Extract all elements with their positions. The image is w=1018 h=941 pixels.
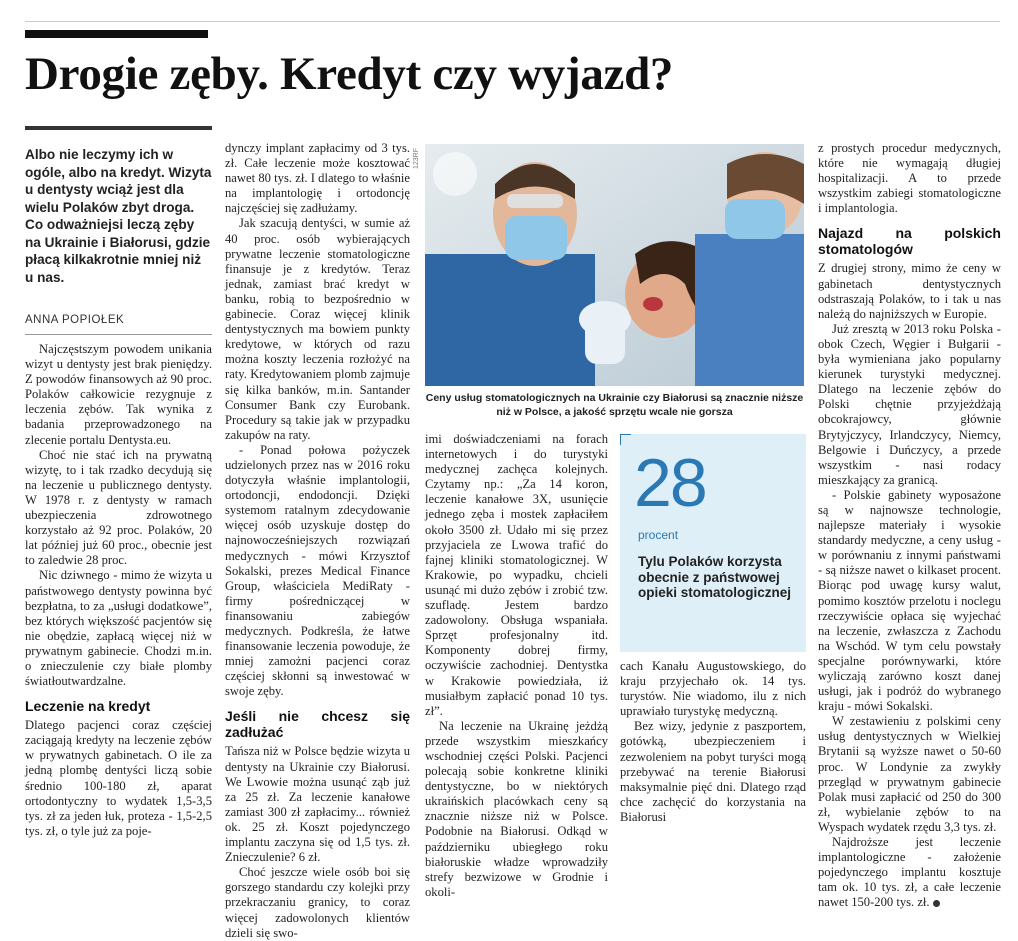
paragraph: Jak szacują dentyści, w sumie aż 40 proc. osób wybierających prywatne leczenie stomatologiczne finansuje je z kredytów. Teraz jednak, zamiast brać kredyt w banku, robią to bezpośrednio w gabinecie. Coraz więcej klinik dentystycznych ma bowiem punkty kredytowe, w których od razu można koszty leczenia rozłożyć na raty. Kredytowaniem plomb zajmuje się kilka banków, m.in. Santander Consumer Bank czy Eurobank. Procedury są takie jak w przypadku zakupów na raty.: [225, 216, 410, 442]
factbox: [620, 434, 806, 652]
article-lead: Albo nie leczymy ich w ogóle, albo na kredyt. Wizyta u dentysty wciąż jest dla wielu Polaków zbyt droga. Co odważniejsi leczą zęby na Ukrainie i Białorusi, gdzie płacą kilkakrotnie mniej niż u nas.: [25, 147, 212, 285]
article-headline: Drogie zęby. Kredyt czy wyjazd?: [25, 48, 674, 100]
top-rule: [25, 21, 1000, 22]
paragraph: Nic dziwnego - mimo że wizyta u państwowego dentysty powinna być bezpłatna, to za „usługi dodatkowe”, bez których większość pacjentów się nie obędzie, zapłacą więcej niż w prywatnym gabinecie. Chodzi m.in. o znieczulenie czy białe plomby światłoutwardzalne.: [25, 568, 212, 689]
column-2: [225, 141, 410, 941]
final-paragraph-text: Najdroższe jest leczenie implantologiczne - założenie pojedynczego implantu kosztuje tam ok. 10 tys. zł, a całe leczenie nawet 150-200 tys. zł.: [818, 835, 1001, 910]
column-4: [620, 659, 806, 825]
subheading: Leczenie na kredyt: [25, 698, 151, 715]
factbox-corner: [620, 434, 631, 445]
factbox-unit: procent: [638, 528, 679, 542]
factbox-number: 28: [634, 445, 706, 521]
paragraph: imi doświadczeniami na forach internetowych i do turystyki medycznej zachęca kolejnych. Czytamy np.: „Za 14 koron, leczenie kanałowe 3X, usunięcie jednego zęba i mostek zapłaciłem około 3500 zł. Udało mi się przez przyjaciela ze Lwowa trafić do fajnej kliniki stomatologicznej. W Krakowie, po wypadku, chcieli usunąć mi dużo zębów i zrobić tzw. szufladę. Jestem bardzo zadowolony. Obsługa wspaniała. Sprzęt profesjonalny itd. Komponenty dobrej firmy, oczywiście zachodniej. Dentystka w Krakowie powiedziała, iż musiałbym zapłacić ponad 10 tys. zł”.: [425, 432, 608, 718]
subheading: Jeśli nie chcesz się zadłużać: [225, 708, 410, 741]
paragraph: Choć nie stać ich na prywatną wizytę, to i tak rzadko decydują się na leczenie u publicznego dentysty. W 1978 r. z dentysty w ramach ubezpieczenia zdrowotnego korzystało aż 92 proc. Polaków, 20 lat później już 60 proc., obecnie jest to zaledwie 28 proc.: [25, 447, 212, 568]
paragraph: - Ponad połowa pożyczek udzielonych przez nas w 2016 roku dotyczyła właśnie implantologii, ortodoncji, endodoncji. Dzięki systemom ratalnym zdecydowanie więcej osób uzyskuje dostęp do najnowocześniejszych rozwiązań medycznych - mówi Krzysztof Sokalski, prezes Medical Finance Group, właściciela MediRaty - firmy pośredniczącej w finansowaniu zabiegów medycznych. Podkreśla, że łatwe finansowanie leczenia powoduje, że mniej zamożni pacjenci coraz częściej skłonni są inwestować w swoje zęby.: [225, 442, 410, 699]
paragraph: cach Kanału Augustowskiego, do kraju przyjechało ok. 14 tys. turystów. Nie wiadomo, ilu z nich uprawiało turystykę medyczną.: [620, 659, 806, 719]
column-3: [425, 432, 608, 900]
author-byline: ANNA POPIOŁEK: [25, 314, 212, 335]
dentist-photo: [425, 144, 804, 386]
factbox-text: Tylu Polaków korzysta obecnie z państwowej opieki stomatologicznej: [638, 554, 792, 600]
lead-bar: [25, 126, 212, 130]
section-bar: [25, 30, 208, 38]
paragraph: W zestawieniu z polskimi ceny usług dentystycznych w Wielkiej Brytanii są wyższe nawet o 50-60 proc. W Londynie za zwykły przegląd w prywatnym gabinecie Polak musi zapłacić od 250 do 300 zł, wybielanie zębów to na Wyspach wydatek rzędu 3,3 tys. zł.: [818, 714, 1001, 834]
dentist-illustration: [425, 144, 804, 386]
paragraph: Z drugiej strony, mimo że ceny w gabinetach dentystycznych odstraszają Polaków, to i tak u nas należą do najniższych w Europie.: [818, 261, 1001, 321]
paragraph: - Polskie gabinety wyposażone są w najnowsze technologie, najlepsze materiały i wysokie standardy medyczne, a ceny usług - w porównaniu z innymi państwami - są niższe nawet o kilkaset procent. Biorąc pod uwagę kursy walut, pomimo kosztów przelotu i noclegu rzeczywiście opłaca się wyjechać na leczenie, zwłaszcza z Zachodu na Wschód. W tym celu powstały specjalne porównywarki, które wyliczają zarówno koszt danej usługi, jak i podróż do wybranego kraju - mówi Sokalski.: [818, 487, 1001, 714]
column-1: [25, 342, 212, 839]
end-mark-icon: [933, 900, 940, 907]
subheading: Najazd na polskich stomatologów: [818, 225, 1001, 258]
paragraph: Choć jeszcze wiele osób boi się gorszego standardu czy kolejki przy przekraczaniu granicy, to coraz więcej zadowolonych klientów dzieli się swo-: [225, 865, 410, 940]
paragraph: dynczy implant zapłacimy od 3 tys. zł. Całe leczenie może kosztować nawet 80 tys. zł. I dlatego to właśnie na implantologię i ortodoncję najczęściej się zadłużamy.: [225, 141, 410, 216]
paragraph: Już zresztą w 2013 roku Polska - obok Czech, Węgier i Bułgarii - była wymieniana jako popularny kierunek turystyki medycznej. Dlatego na leczenie zębów do Polski chętnie przyjeżdżają obcokrajowcy, głównie Brytyjczycy, Irlandczycy, Niemcy, Belgowie i Duńczycy, a przede wszystkim - nasi rodacy mieszkający za granicą.: [818, 321, 1001, 487]
paragraph: Najczęstszym powodem unikania wizyt u dentysty jest brak pieniędzy. Z powodów finansowych aż 90 proc. Polaków całkowicie rezygnuje z leczenia zębów. Tak wynika z badania przeprowadzonego na zlecenie portalu Dentysta.eu.: [25, 342, 212, 447]
paragraph: Tańsza niż w Polsce będzie wizyta u dentysty na Ukrainie czy Białorusi. We Lwowie można usunąć ząb już za 25 zł. Za leczenie kanałowe zamiast 300 zł zapłacimy... również ok. 25 zł. Koszt pojedynczego implantu zaczyna się od 1,5 tys. zł. Znieczulenie? 6 zł.: [225, 744, 410, 865]
paragraph: [818, 835, 1001, 910]
column-5: [818, 141, 1001, 911]
photo-caption: Ceny usług stomatologicznych na Ukrainie czy Białorusi są znacznie niższe niż w Polsce, a jakość sprzętu wcale nie gorsza: [425, 392, 804, 418]
photo-credit: 123RF: [413, 148, 420, 170]
paragraph: Dlatego pacjenci coraz częściej zaciągają kredyty na leczenie zębów w prywatnych gabinetach. O ile za jedną plombę dentyści liczą sobie średnio 100-180 zł, aparat ortodontyczny to wydatek 1,5-3,5 tys. zł za jeden łuk, proteza - 1,5-2,5 tys. zł, o tyle już za poje-: [25, 718, 212, 838]
paragraph: z prostych procedur medycznych, które nie wymagają długiej hospitalizacji. A to przede wszystkim zabiegi stomatologiczne i implantologia.: [818, 141, 1001, 216]
paragraph: Na leczenie na Ukrainę jeżdżą przede wszystkim mieszkańcy wschodniej części Polski. Pacjenci polecają sobie konkretne kliniki dentystyczne, bo w niektórych ukraińskich placówkach ceny są znacznie niższe niż w Polsce. Podobnie na Białorusi. Odkąd w październiku ubiegłego roku białoruskie władze wprowadziły strefy bezwizowe w Grodnie i okoli-: [425, 718, 608, 899]
paragraph: Bez wizy, jedynie z paszportem, gotówką, ubezpieczeniem i zezwoleniem na pobyt turyści mogą przebywać na terenie Białorusi maksymalnie pięć dni. Dlatego rząd chce zachęcić do korzystania na Białorusi: [620, 719, 806, 824]
